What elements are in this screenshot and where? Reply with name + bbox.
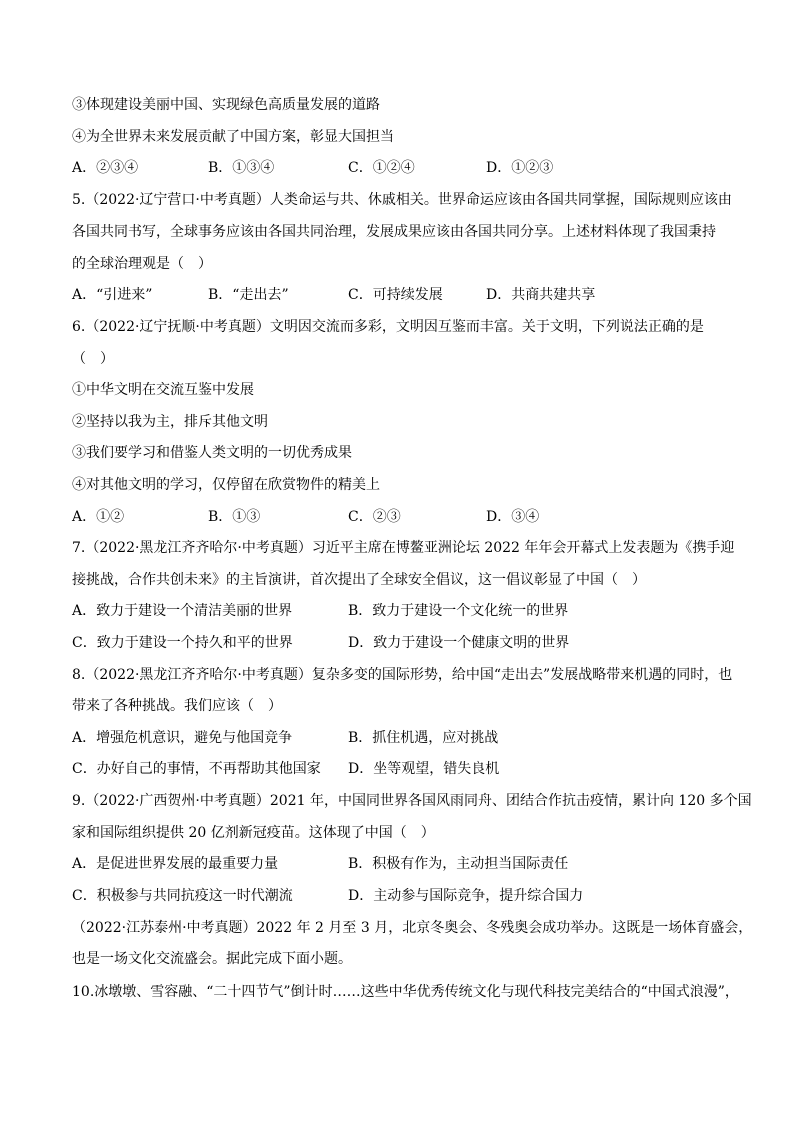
answer-option: C．②③ (348, 509, 401, 525)
text-line: 带来了各种挑战。我们应该（ ） (72, 698, 282, 714)
text-line: 5.（2022·辽宁营口·中考真题）人类命运与共、休戚相关。世界命运应该由各国共同掌握，国际规则应该由 (72, 192, 732, 208)
text-line: 的全球治理观是（ ） (72, 256, 212, 272)
answer-option: B．积极有作为，主动担当国际责任 (348, 856, 569, 872)
answer-option: D．①②③ (486, 160, 554, 176)
answer-option: C．致力于建设一个持久和平的世界 (72, 635, 293, 651)
answer-option: B．抓住机遇，应对挑战 (348, 730, 499, 746)
answer-option: B．①③ (208, 509, 261, 525)
text-line: 6.（2022·辽宁抚顺·中考真题）文明因交流而多彩，文明因互鉴而丰富。关于文明，下列说法正确的是 (72, 319, 704, 335)
text-line: 7.（2022·黑龙江齐齐哈尔·中考真题）习近平主席在博鳌亚洲论坛 2022 年年会开幕式上发表题为《携手迎 (72, 540, 735, 556)
text-line: 10.冰墩墩、雪容融、“二十四节气”倒计时……这些中华优秀传统文化与现代科技完美结合的“中国式浪漫”， (72, 984, 739, 1000)
text-line: ③体现建设美丽中国、实现绿色高质量发展的道路 (72, 97, 380, 113)
answer-option: C．可持续发展 (348, 287, 443, 303)
answer-option: C．积极参与共同抗疫这一时代潮流 (72, 888, 293, 904)
answer-option: D．致力于建设一个健康文明的世界 (348, 635, 570, 651)
text-line: ②坚持以我为主，排斥其他文明 (72, 414, 268, 430)
answer-option: D．坐等观望，错失良机 (348, 761, 500, 777)
text-line: 9.（2022·广西贺州·中考真题）2021 年，中国同世界各国风雨同舟、团结合作抗击疫情，累计向 120 多个国 (72, 793, 752, 809)
answer-option: A．致力于建设一个清洁美丽的世界 (72, 603, 293, 619)
text-line: ①中华文明在交流互鉴中发展 (72, 382, 254, 398)
answer-option: C．①②④ (348, 160, 415, 176)
text-line: 也是一场文化交流盛会。据此完成下面小题。 (72, 951, 352, 967)
answer-option: B．致力于建设一个文化统一的世界 (348, 603, 569, 619)
answer-option: B．①③④ (208, 160, 275, 176)
answer-option: A．②③④ (72, 160, 139, 176)
text-line: ④为全世界未来发展贡献了中国方案，彰显大国担当 (72, 129, 394, 145)
answer-option: D．共商共建共享 (486, 287, 596, 303)
answer-option: D．主动参与国际竞争，提升综合国力 (348, 888, 584, 904)
answer-option: C．办好自己的事情，不再帮助其他国家 (72, 761, 321, 777)
answer-option: D．③④ (486, 509, 540, 525)
text-line: ③我们要学习和借鉴人类文明的一切优秀成果 (72, 445, 352, 461)
answer-option: B．“走出去” (208, 287, 289, 303)
answer-option: A．①② (72, 509, 125, 525)
text-line: 接挑战，合作共创未来》的主旨演讲，首次提出了全球安全倡议，这一倡议彰显了中国（ ） (72, 572, 646, 588)
answer-option: A．增强危机意识，避免与他国竞争 (72, 730, 293, 746)
answer-option: A．“引进来” (72, 287, 153, 303)
text-line: （ ） (72, 351, 114, 367)
text-line: （2022·江苏泰州·中考真题）2022 年 2 月至 3 月，北京冬奥会、冬残奥会成功举办。这既是一场体育盛会， (72, 920, 753, 936)
text-line: 8.（2022·黑龙江齐齐哈尔·中考真题）复杂多变的国际形势，给中国“走出去”发展战略带来机遇的同时，也 (72, 667, 733, 683)
text-line: 家和国际组织提供 20 亿剂新冠疫苗。这体现了中国（ ） (72, 825, 435, 841)
text-line: ④对其他文明的学习，仅停留在欣赏物件的精美上 (72, 477, 380, 493)
text-line: 各国共同书写，全球事务应该由各国共同治理，发展成果应该由各国共同分享。上述材料体现了我国秉持 (72, 224, 716, 240)
answer-option: A．是促进世界发展的最重要力量 (72, 856, 279, 872)
